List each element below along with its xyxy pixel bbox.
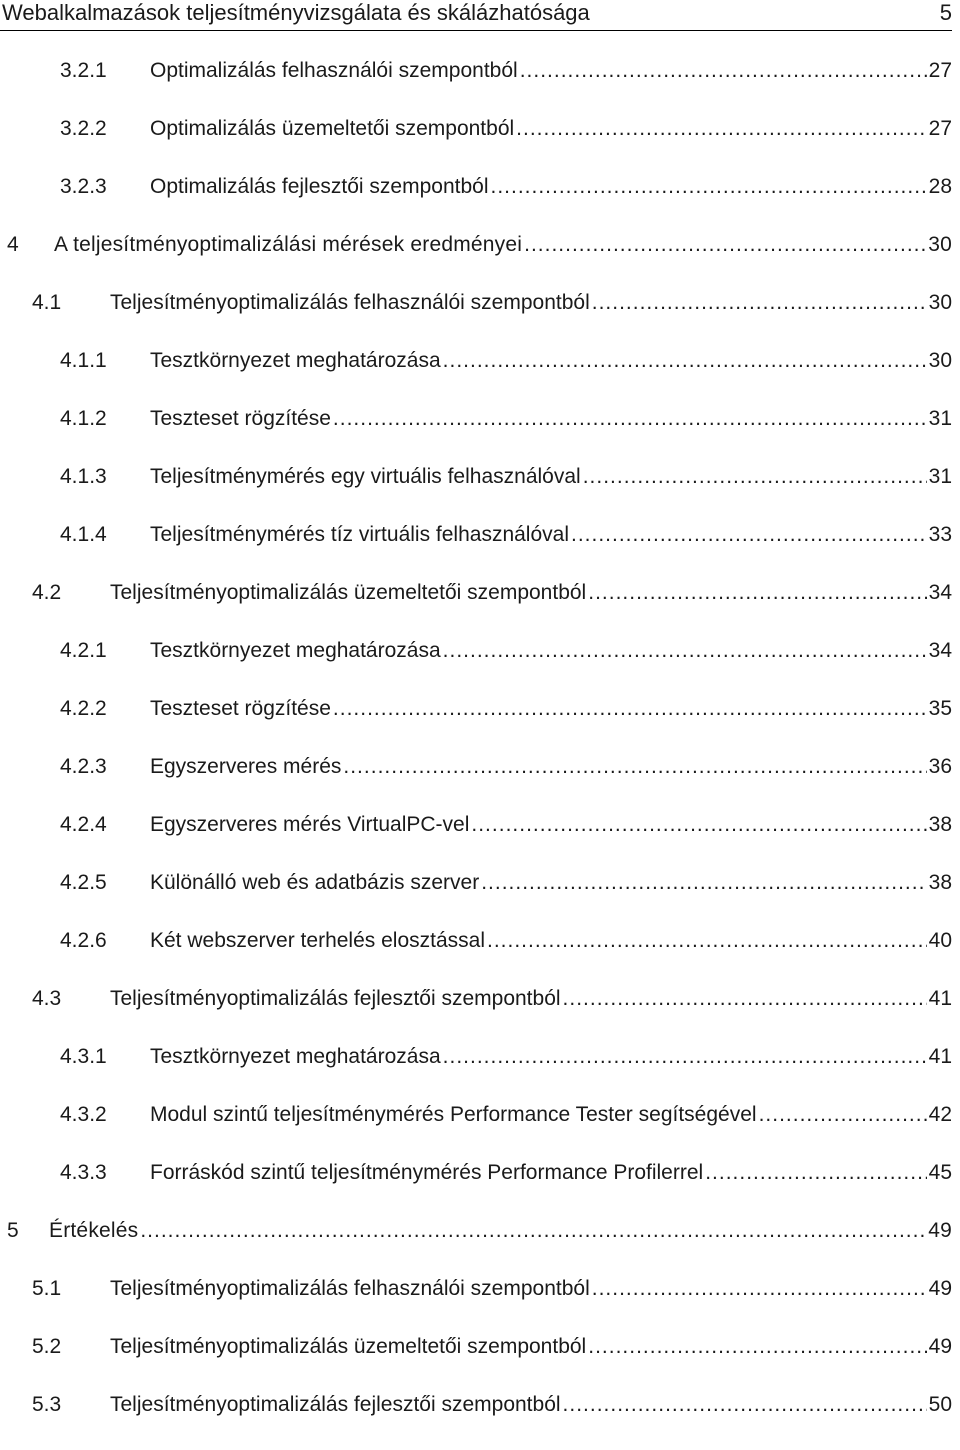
- toc-page: 34: [928, 639, 952, 662]
- toc-number: 4.3.1: [60, 1045, 107, 1068]
- toc-entry-4-2-2[interactable]: [0, 696, 960, 754]
- toc-number: 3.2.3: [60, 175, 107, 198]
- toc-entry-4-2[interactable]: [0, 580, 960, 638]
- toc-entry-4-3-3[interactable]: [0, 1160, 960, 1218]
- toc-number: 5.1: [32, 1277, 62, 1300]
- toc-title: Teljesítménymérés tíz virtuális felhasználóval: [150, 523, 569, 546]
- toc-dot-leader: [333, 406, 927, 432]
- toc-number: 4.2: [32, 581, 62, 604]
- toc-title: Különálló web és adatbázis szerver: [150, 871, 480, 894]
- toc-title: Optimalizálás fejlesztői szempontból: [150, 175, 489, 198]
- toc-entry-3-2-3[interactable]: [0, 174, 960, 232]
- toc-dot-leader: [516, 116, 926, 142]
- toc-page: 45: [928, 1161, 952, 1184]
- toc-page: 49: [928, 1335, 952, 1358]
- toc-title: A teljesítményoptimalizálási mérések eredményei: [54, 233, 523, 256]
- toc-dot-leader: [140, 1218, 926, 1244]
- toc-number: 4.1.4: [60, 523, 107, 546]
- toc-dot-leader: [705, 1160, 926, 1186]
- toc-dot-leader: [563, 1392, 927, 1418]
- toc-title: Tesztkörnyezet meghatározása: [150, 1045, 441, 1068]
- toc-dot-leader: [592, 1276, 927, 1302]
- toc-entry-4-1-4[interactable]: [0, 522, 960, 580]
- toc-page: 31: [928, 465, 952, 488]
- toc-title: Teljesítményoptimalizálás üzemeltetői szempontból: [110, 1335, 587, 1358]
- toc-title: Teljesítményoptimalizálás fejlesztői szempontból: [110, 987, 561, 1010]
- toc-entry-4-1-3[interactable]: [0, 464, 960, 522]
- toc-page: 38: [928, 813, 952, 836]
- toc-number: 4.2.3: [60, 755, 107, 778]
- toc-title: Teljesítményoptimalizálás üzemeltetői szempontból: [110, 581, 587, 604]
- toc-dot-leader: [583, 464, 927, 490]
- document-title: Webalkalmazások teljesítményvizsgálata és skálázhatósága: [2, 0, 590, 25]
- toc-entry-5-2[interactable]: [0, 1334, 960, 1392]
- toc-entry-4[interactable]: [0, 232, 960, 290]
- toc-number: 3.2.1: [60, 59, 107, 82]
- toc-entry-4-1-2[interactable]: [0, 406, 960, 464]
- toc-number: 4.3.3: [60, 1161, 107, 1184]
- toc-entry-4-2-3[interactable]: [0, 754, 960, 812]
- toc-number: 3.2.2: [60, 117, 107, 140]
- toc-page: 30: [928, 233, 952, 256]
- toc-number: 4: [7, 233, 19, 256]
- toc-title: Teljesítménymérés egy virtuális felhasználóval: [150, 465, 581, 488]
- toc-number: 4.1.2: [60, 407, 107, 430]
- toc-dot-leader: [343, 754, 926, 780]
- toc-entry-4-3[interactable]: [0, 986, 960, 1044]
- toc-page: 49: [928, 1219, 952, 1242]
- toc-page: 34: [928, 581, 952, 604]
- toc-page: 40: [928, 929, 952, 952]
- toc-title: Modul szintű teljesítménymérés Performance Tester segítségével: [150, 1103, 757, 1126]
- toc-title: Teljesítményoptimalizálás felhasználói szempontból: [110, 1277, 590, 1300]
- toc-dot-leader: [490, 174, 926, 200]
- toc-dot-leader: [571, 522, 927, 548]
- toc-dot-leader: [592, 290, 927, 316]
- toc-entry-3-2-2[interactable]: [0, 116, 960, 174]
- page-number: 5: [939, 0, 952, 25]
- toc-page: 49: [928, 1277, 952, 1300]
- toc-entry-5-3[interactable]: [0, 1392, 960, 1450]
- toc-page: 33: [928, 523, 952, 546]
- toc-number: 4.2.6: [60, 929, 107, 952]
- toc-title: Egyszerveres mérés VirtualPC-vel: [150, 813, 470, 836]
- toc-dot-leader: [443, 1044, 927, 1070]
- toc-page: 42: [928, 1103, 952, 1126]
- toc-page: 27: [928, 117, 952, 140]
- toc-title: Teljesítményoptimalizálás felhasználói szempontból: [110, 291, 590, 314]
- toc-title: Egyszerveres mérés: [150, 755, 342, 778]
- toc-entry-4-1-1[interactable]: [0, 348, 960, 406]
- toc-number: 4.3.2: [60, 1103, 107, 1126]
- toc-entry-4-3-2[interactable]: [0, 1102, 960, 1160]
- toc-page: 31: [928, 407, 952, 430]
- toc-page: 41: [928, 987, 952, 1010]
- toc-dot-leader: [588, 1334, 926, 1360]
- toc-number: 4.1.1: [60, 349, 107, 372]
- toc-entry-4-1[interactable]: [0, 290, 960, 348]
- toc-entry-3-2-1[interactable]: [0, 58, 960, 116]
- toc-dot-leader: [563, 986, 927, 1012]
- toc-page: 50: [928, 1393, 952, 1416]
- toc-number: 5.3: [32, 1393, 62, 1416]
- toc-number: 4.1: [32, 291, 62, 314]
- toc-number: 4.1.3: [60, 465, 107, 488]
- toc-number: 4.2.2: [60, 697, 107, 720]
- toc-dot-leader: [443, 348, 927, 374]
- toc-dot-leader: [443, 638, 927, 664]
- table-of-contents: [0, 58, 960, 1450]
- toc-entry-4-2-6[interactable]: [0, 928, 960, 986]
- toc-page: 36: [928, 755, 952, 778]
- toc-entry-4-2-5[interactable]: [0, 870, 960, 928]
- toc-entry-5-1[interactable]: [0, 1276, 960, 1334]
- toc-number: 5.2: [32, 1335, 62, 1358]
- toc-dot-leader: [520, 58, 927, 84]
- toc-entry-5[interactable]: [0, 1218, 960, 1276]
- toc-entry-4-3-1[interactable]: [0, 1044, 960, 1102]
- toc-title: Optimalizálás üzemeltetői szempontból: [150, 117, 515, 140]
- toc-number: 4.2.1: [60, 639, 107, 662]
- toc-page: 27: [928, 59, 952, 82]
- toc-dot-leader: [487, 928, 927, 954]
- toc-number: 4.2.4: [60, 813, 107, 836]
- toc-title: Teljesítményoptimalizálás fejlesztői szempontból: [110, 1393, 561, 1416]
- toc-entry-4-2-1[interactable]: [0, 638, 960, 696]
- toc-page: 38: [928, 871, 952, 894]
- toc-title: Tesztkörnyezet meghatározása: [150, 349, 441, 372]
- toc-page: 30: [928, 291, 952, 314]
- toc-dot-leader: [524, 232, 926, 258]
- toc-dot-leader: [759, 1102, 927, 1128]
- toc-number: 4.3: [32, 987, 62, 1010]
- toc-page: 28: [928, 175, 952, 198]
- toc-entry-4-2-4[interactable]: [0, 812, 960, 870]
- toc-dot-leader: [481, 870, 926, 896]
- toc-title: Tesztkörnyezet meghatározása: [150, 639, 441, 662]
- toc-title: Teszteset rögzítése: [150, 697, 331, 720]
- toc-title: Teszteset rögzítése: [150, 407, 331, 430]
- toc-title: Két webszerver terhelés elosztással: [150, 929, 485, 952]
- toc-dot-leader: [588, 580, 926, 606]
- toc-page: 35: [928, 697, 952, 720]
- toc-dot-leader: [333, 696, 927, 722]
- toc-title: Optimalizálás felhasználói szempontból: [150, 59, 518, 82]
- toc-page: 41: [928, 1045, 952, 1068]
- toc-number: 4.2.5: [60, 871, 107, 894]
- page-header: [0, 0, 952, 31]
- toc-page: 30: [928, 349, 952, 372]
- toc-title: Értékelés: [49, 1219, 139, 1242]
- toc-title: Forráskód szintű teljesítménymérés Performance Profilerrel: [150, 1161, 704, 1184]
- toc-dot-leader: [471, 812, 926, 838]
- toc-number: 5: [7, 1219, 19, 1242]
